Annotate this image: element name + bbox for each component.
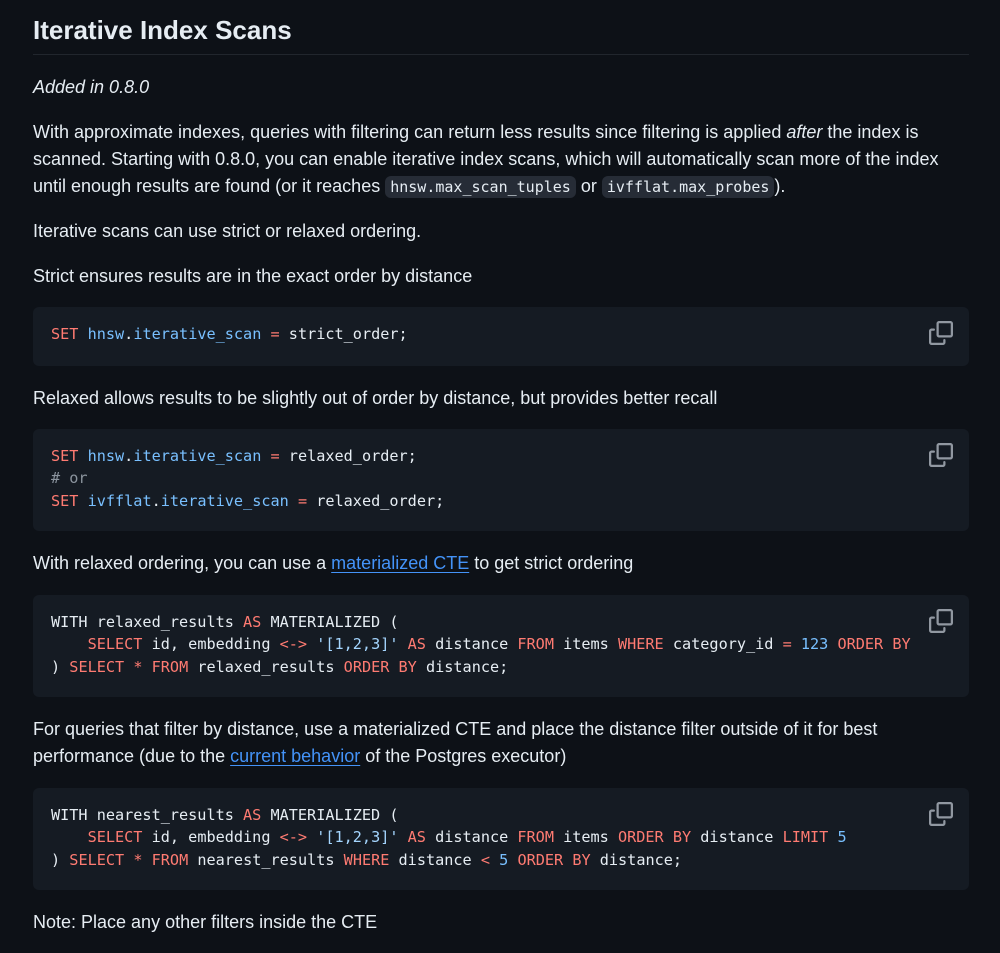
code-text	[261, 447, 270, 465]
code-text	[51, 635, 88, 653]
code-text: nearest_results	[188, 850, 344, 869]
code-line	[51, 469, 88, 487]
code-identifier: iterative_scan	[133, 325, 262, 343]
code-keyword: AS	[243, 613, 262, 631]
code-text	[78, 492, 87, 510]
code-keyword: =	[270, 325, 280, 343]
code-content	[51, 323, 951, 345]
code-text	[124, 851, 133, 869]
note-paragraph: Note: Place any other filters inside the CTE	[33, 912, 378, 932]
intro-text-1: With approximate indexes, queries with filtering can return less results since filtering is applied	[33, 122, 787, 142]
relaxed-paragraph: Relaxed allows results to be slightly out of order by distance, but provides better recall	[33, 388, 718, 408]
code-keyword: <->	[279, 828, 308, 847]
code-text: items	[553, 635, 618, 654]
intro-emphasis: after	[786, 122, 823, 142]
code-keyword: SELECT	[87, 828, 143, 847]
code-text	[124, 658, 133, 676]
code-line	[51, 851, 682, 869]
code-line	[51, 828, 847, 846]
inline-code-max-scan-tuples: hnsw.max_scan_tuples	[385, 176, 576, 198]
copy-icon[interactable]	[929, 802, 953, 826]
code-keyword: AS	[407, 828, 426, 847]
code-identifier: iterative_scan	[133, 447, 262, 465]
code-string: '[1,2,3]'	[316, 635, 399, 654]
code-number: 123	[800, 635, 829, 654]
code-line	[51, 613, 398, 631]
code-text: items	[553, 828, 618, 847]
code-text	[307, 635, 316, 653]
distance-text-before: For queries that filter by distance, use a materialized CTE and place the distance filter outside of it for best performance (due to the	[33, 719, 878, 766]
code-keyword: WHERE	[617, 635, 664, 654]
code-keyword: ORDER BY	[343, 657, 417, 676]
added-version: Added in 0.8.0	[33, 77, 150, 97]
code-keyword: FROM	[151, 850, 189, 869]
code-keyword: *	[133, 850, 143, 869]
code-text: .	[124, 325, 134, 343]
intro-end: ).	[774, 176, 786, 196]
code-string: '[1,2,3]'	[316, 828, 399, 847]
code-text	[51, 828, 88, 846]
code-keyword: SELECT	[69, 850, 125, 869]
code-text	[792, 635, 801, 653]
code-line	[51, 325, 408, 343]
code-content	[51, 611, 951, 678]
code-text: WITH nearest_results	[51, 806, 244, 824]
code-text	[142, 851, 151, 869]
code-text	[142, 658, 151, 676]
code-content	[51, 445, 951, 512]
code-text: relaxed_results	[188, 657, 344, 676]
code-keyword: =	[782, 635, 792, 654]
code-text: .	[124, 447, 134, 465]
code-text	[399, 635, 408, 653]
cte-text-before: With relaxed ordering, you can use a	[33, 553, 332, 573]
inline-code-max-probes: ivfflat.max_probes	[602, 176, 775, 198]
code-text: WITH relaxed_results	[51, 613, 244, 631]
code-keyword: SELECT	[87, 635, 143, 654]
code-number: 5	[499, 850, 509, 869]
copy-icon[interactable]	[929, 609, 953, 633]
code-keyword: <->	[279, 635, 308, 654]
code-identifier: ivfflat	[87, 491, 152, 510]
code-text: distance	[425, 635, 518, 654]
code-keyword: ORDER BY	[617, 828, 692, 847]
distance-paragraph	[33, 716, 968, 770]
code-keyword: =	[270, 447, 280, 465]
cte-text-after: to get strict ordering	[469, 553, 634, 573]
distance-text-after: of the Postgres executor)	[360, 746, 567, 766]
code-keyword: ORDER BY	[517, 850, 591, 869]
code-keyword: =	[297, 491, 308, 510]
code-number: 5	[837, 828, 847, 847]
code-text: distance	[389, 850, 481, 869]
code-keyword: FROM	[151, 657, 189, 676]
code-text: distance	[425, 828, 518, 847]
materialized-cte-link[interactable]: materialized CTE	[331, 553, 470, 573]
code-text	[399, 828, 408, 846]
code-text: relaxed_order;	[307, 491, 445, 510]
code-line	[51, 492, 444, 510]
code-text	[261, 325, 270, 343]
code-keyword: FROM	[517, 635, 554, 654]
code-text	[78, 447, 87, 465]
code-text: relaxed_order;	[279, 447, 417, 465]
code-keyword: ORDER BY	[837, 635, 911, 654]
code-keyword: AS	[407, 635, 426, 654]
code-text: )	[51, 657, 70, 676]
code-text	[490, 851, 499, 869]
code-keyword: SELECT	[69, 657, 125, 676]
code-block-distance-filter	[33, 788, 969, 890]
code-line	[51, 806, 398, 824]
intro-text-2: the index is scanned. Starting with 0.8.0, you can enable iterative index scans, which will automatically scan more of the index until enough results are found (or it reaches	[33, 122, 939, 196]
code-content	[51, 804, 951, 871]
code-text: .	[151, 491, 161, 510]
code-keyword: LIMIT	[782, 828, 829, 847]
code-line	[51, 447, 417, 465]
code-text: MATERIALIZED (	[261, 613, 399, 631]
code-text: distance;	[590, 850, 683, 869]
code-keyword: SET	[51, 447, 79, 465]
code-text	[307, 828, 316, 846]
version-note	[33, 74, 968, 101]
current-behavior-link[interactable]: current behavior	[230, 746, 361, 766]
code-text: )	[51, 850, 70, 869]
code-keyword: AS	[243, 806, 262, 824]
code-text	[78, 325, 87, 343]
code-keyword: WHERE	[343, 850, 390, 869]
code-block-relaxed	[33, 429, 969, 531]
code-identifier: iterative_scan	[160, 491, 289, 510]
code-text	[289, 492, 298, 510]
code-keyword: *	[133, 657, 143, 676]
cte-paragraph	[33, 550, 968, 577]
copy-icon[interactable]	[929, 321, 953, 345]
code-text: id, embedding	[142, 635, 280, 654]
code-text: strict_order;	[279, 325, 408, 343]
copy-icon[interactable]	[929, 443, 953, 467]
section-heading: Iterative Index Scans	[33, 12, 969, 55]
code-text: category_id	[663, 635, 783, 654]
code-block-strict	[33, 307, 969, 366]
code-identifier: hnsw	[87, 325, 125, 343]
code-keyword: SET	[51, 491, 79, 510]
code-keyword: FROM	[517, 828, 554, 847]
code-comment: # or	[51, 469, 88, 488]
intro-or: or	[575, 176, 602, 196]
code-text: distance;	[416, 657, 509, 676]
code-block-materialized-cte	[33, 595, 969, 697]
code-line	[51, 635, 911, 653]
code-identifier: hnsw	[87, 447, 125, 465]
strict-paragraph: Strict ensures results are in the exact order by distance	[33, 266, 473, 286]
code-text: MATERIALIZED (	[261, 806, 399, 824]
code-keyword: SET	[51, 325, 79, 343]
code-keyword: <	[480, 850, 490, 869]
code-text: distance	[691, 828, 783, 847]
code-line	[51, 658, 508, 676]
code-text: id, embedding	[142, 828, 280, 847]
intro-paragraph	[33, 119, 968, 201]
ordering-paragraph: Iterative scans can use strict or relaxed ordering.	[33, 221, 422, 241]
